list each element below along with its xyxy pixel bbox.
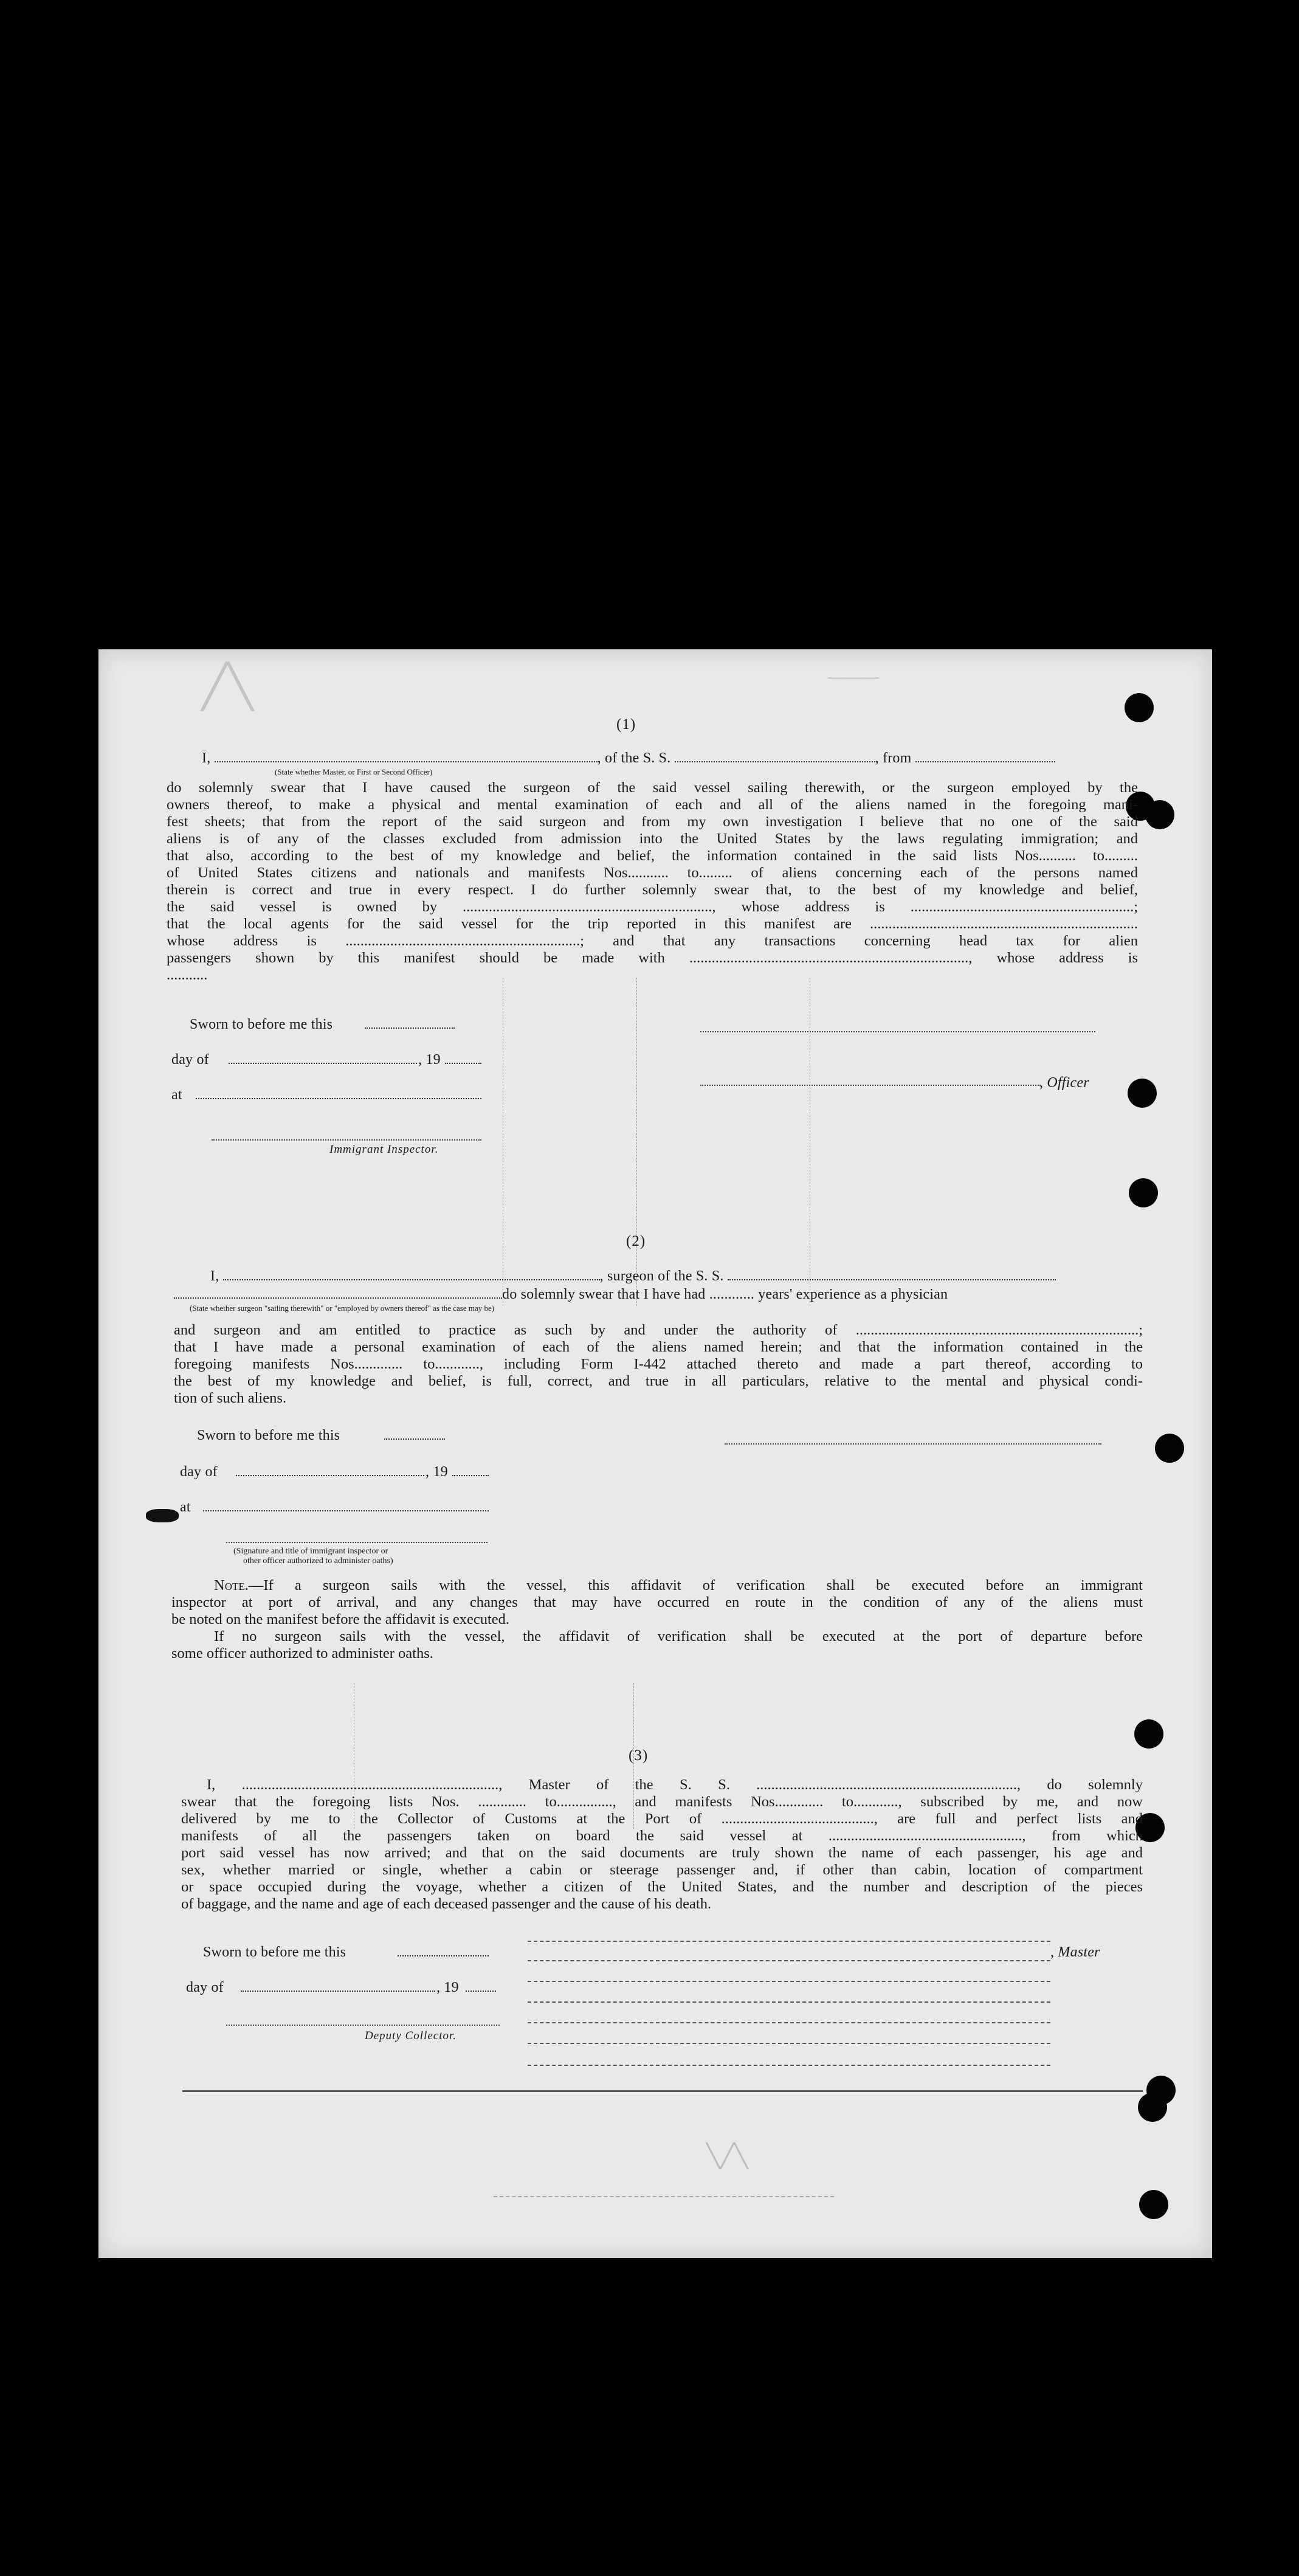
paragraph-line: inspector at port of arrival, and any changes that may have occurred en route in the condition of any of the aliens must — [171, 1594, 1143, 1611]
paragraph-line: manifests of all the passengers taken on board the said vessel at ...................................................., from which — [181, 1828, 1143, 1844]
surgeon-name-field[interactable] — [223, 1268, 600, 1280]
signature-note-line: (Signature and title of immigrant inspector or — [233, 1547, 388, 1556]
section-2-first-line: I, , surgeon of the S. S. — [210, 1268, 1056, 1285]
sworn-label: Sworn to before me this — [197, 1428, 340, 1443]
paragraph-line: and surgeon and am entitled to practice as such by and under the authority of ............................................................................; — [174, 1322, 1143, 1338]
sworn-date-field[interactable] — [365, 1017, 455, 1029]
officer-label: , Officer — [1039, 1075, 1089, 1091]
paragraph-line: passengers shown by this manifest should be made with ..........................................................................., whose address is — [167, 950, 1138, 966]
sworn-date-field[interactable] — [398, 1944, 489, 1956]
punch-hole — [1128, 1079, 1157, 1108]
punch-hole — [1125, 693, 1154, 722]
year-field[interactable] — [452, 1464, 489, 1476]
of-ss-label: , of the S. S. — [597, 750, 671, 766]
section-2-paragraph — [174, 1322, 1143, 1407]
paragraph-line: the best of my knowledge and belief, is full, correct, and true in all particulars, relative to the mental and physical condi- — [174, 1373, 1143, 1389]
officer-sig-rule — [700, 1031, 1095, 1032]
sworn-label: Sworn to before me this — [190, 1017, 333, 1032]
surgeon-type-note: (State whether surgeon "sailing therewith" or "employed by owners thereof" as the case may be) — [190, 1304, 495, 1313]
manifest-page — [98, 649, 1212, 2258]
paragraph-line: owners thereof, to make a physical and mental examination of each and all of the aliens named in the foregoing mani- — [167, 796, 1138, 813]
year-label: , 19 — [436, 1980, 459, 1995]
paragraph-line: that the local agents for the said vessel for the trip reported in this manifest are ........................................................................ — [167, 916, 1138, 932]
pronoun-i: I, — [202, 750, 211, 766]
from-label: , from — [875, 750, 912, 766]
paragraph-line: tion of such aliens. — [174, 1390, 287, 1406]
surgeon-label: , surgeon of the S. S. — [599, 1268, 724, 1284]
inspector-sig-rule — [226, 1542, 488, 1543]
section-2-second-line — [174, 1286, 948, 1303]
officer-sig-rule — [700, 1085, 1041, 1086]
officer-note: (State whether Master, or First or Second Officer) — [275, 767, 433, 776]
section-2-number: (2) — [626, 1233, 646, 1249]
ink-smudge — [146, 1509, 179, 1522]
paragraph-line: —If a surgeon sails with the vessel, this affidavit of verification shall be executed before an immigrant — [248, 1577, 1143, 1594]
bottom-rule — [182, 2090, 1143, 2092]
day-of-label: day of — [186, 1980, 224, 1995]
paragraph-line: whose address is ...............................................................; and that any transactions concerning head tax for alien — [167, 933, 1138, 949]
master-sig-rule — [528, 1981, 1050, 1982]
day-of-label: day of — [171, 1052, 209, 1068]
from-port-field[interactable] — [915, 750, 1055, 762]
paragraph-line: that also, according to the best of my knowledge and belief, the information contained in the said lists Nos.......... to......... — [167, 848, 1138, 864]
paragraph-line: of baggage, and the name and age of each deceased passenger and the cause of his death. — [181, 1896, 712, 1912]
year-label: , 19 — [426, 1464, 448, 1480]
note-label: Note. — [214, 1577, 249, 1594]
bleed-through-mark: ╲╱╲ — [706, 2144, 748, 2169]
section-1-number: (1) — [616, 716, 636, 733]
deputy-collector-caption: Deputy Collector. — [365, 2029, 457, 2042]
immigrant-inspector-caption: Immigrant Inspector. — [329, 1143, 439, 1156]
master-sig-rule — [528, 2065, 1050, 2066]
bleed-through-line — [494, 2196, 834, 2197]
paragraph-line: of United States citizens and nationals and manifests Nos........... to......... of aliens concerning each of the persons named — [167, 865, 1138, 881]
paragraph-line: be noted on the manifest before the affidavit is executed. — [171, 1611, 510, 1628]
paragraph-line: that I have made a personal examination of each of the aliens named herein; and that the information contained in the — [174, 1339, 1143, 1355]
paragraph-line: or space occupied during the voyage, whether a citizen of the United States, and the number and description of the pieces — [181, 1879, 1143, 1895]
master-sig-rule — [528, 1960, 1050, 1961]
paragraph-line: foregoing manifests Nos............. to............, including Form I-442 attached thereto and made a part thereof, according to — [174, 1356, 1143, 1372]
year-field[interactable] — [445, 1052, 481, 1064]
paragraph-line: swear that the foregoing lists Nos. ............. to..............., and manifests Nos............. to............, subscribed by me, and now — [181, 1794, 1143, 1810]
bleed-through-mark: ――― — [828, 668, 879, 686]
master-sig-rule — [528, 2043, 1050, 2044]
punch-hole — [1138, 2093, 1167, 2122]
day-of-label: day of — [180, 1464, 218, 1480]
inspector-sig-rule — [212, 1139, 481, 1141]
paragraph-line: port said vessel has now arrived; and that on the said documents are truly shown the name of each passenger, his age and — [181, 1845, 1143, 1861]
paragraph-line: sex, whether married or single, whether a cabin or steerage passenger and, if other than cabin, location of compartment — [181, 1862, 1143, 1878]
punch-hole — [1155, 1434, 1184, 1463]
signature-note-line: other officer authorized to administer oaths) — [243, 1556, 393, 1566]
paragraph-line: If no surgeon sails with the vessel, the affidavit of verification shall be executed at the port of departure before — [214, 1628, 1143, 1645]
paragraph-line: some officer authorized to administer oaths. — [171, 1645, 433, 1662]
at-field[interactable] — [196, 1087, 481, 1099]
day-of-field[interactable] — [236, 1464, 424, 1476]
at-label: at — [180, 1499, 191, 1515]
note-paragraph — [171, 1577, 1143, 1662]
year-field[interactable] — [466, 1980, 496, 1992]
sworn-label: Sworn to before me this — [203, 1944, 346, 1960]
surgeon-vessel-field[interactable] — [728, 1268, 1056, 1280]
master-sig-rule — [528, 1941, 1050, 1942]
at-label: at — [171, 1087, 182, 1103]
day-of-field[interactable] — [229, 1052, 417, 1064]
swear-experience-text: do solemnly swear that I have had ............ years' experience as a physician — [502, 1286, 948, 1302]
punch-hole — [1129, 1178, 1158, 1207]
sworn-date-field[interactable] — [384, 1428, 445, 1440]
year-label: , 19 — [418, 1052, 441, 1068]
paragraph-line: therein is correct and true in every respect. I do further solemnly swear that, to the best of my knowledge and belief, — [167, 882, 1138, 898]
at-field[interactable] — [203, 1499, 489, 1511]
surgeon-type-field[interactable] — [174, 1286, 502, 1299]
paragraph-line: delivered by me to the Collector of Customs at the Port of ........................................., are full and perfect lists and — [181, 1811, 1143, 1827]
bleed-through-mark: ╱╲ — [202, 664, 253, 711]
section-3-paragraph — [181, 1777, 1143, 1913]
section-3-number: (3) — [629, 1747, 649, 1764]
section-1-first-line — [202, 750, 1055, 767]
surgeon-sig-rule — [725, 1443, 1101, 1445]
vessel-name-field[interactable] — [675, 750, 875, 762]
punch-hole — [1139, 2190, 1168, 2219]
paragraph-line: the said vessel is owned by ..................................................................., whose address is ............................................................; — [167, 899, 1138, 915]
paragraph-line: do solemnly swear that I have caused the surgeon of the said vessel sailing therewith, or the surgeon employed by the — [167, 779, 1138, 796]
paragraph-line: I, ....................................................................., Master of the S. S. ......................................................................, do solemnly — [207, 1777, 1143, 1793]
punch-hole — [1145, 800, 1174, 829]
section-1-paragraph — [167, 779, 1138, 984]
collector-sig-rule — [226, 2025, 500, 2026]
master-label: , Master — [1050, 1944, 1100, 1960]
master-sig-rule — [528, 2001, 1050, 2003]
paragraph-line: ........... — [167, 967, 208, 983]
paragraph-line: fest sheets; that from the report of the said surgeon and from my own investigation I believe that no one of the said — [167, 813, 1138, 830]
bleed-through-line — [636, 978, 637, 1306]
punch-hole — [1134, 1719, 1163, 1749]
officer-name-field[interactable] — [215, 750, 598, 762]
master-sig-rule — [528, 2022, 1050, 2023]
paragraph-line: aliens is of any of the classes excluded from admission into the United States by the laws regulating immigration; and — [167, 830, 1138, 847]
day-of-field[interactable] — [241, 1980, 435, 1992]
